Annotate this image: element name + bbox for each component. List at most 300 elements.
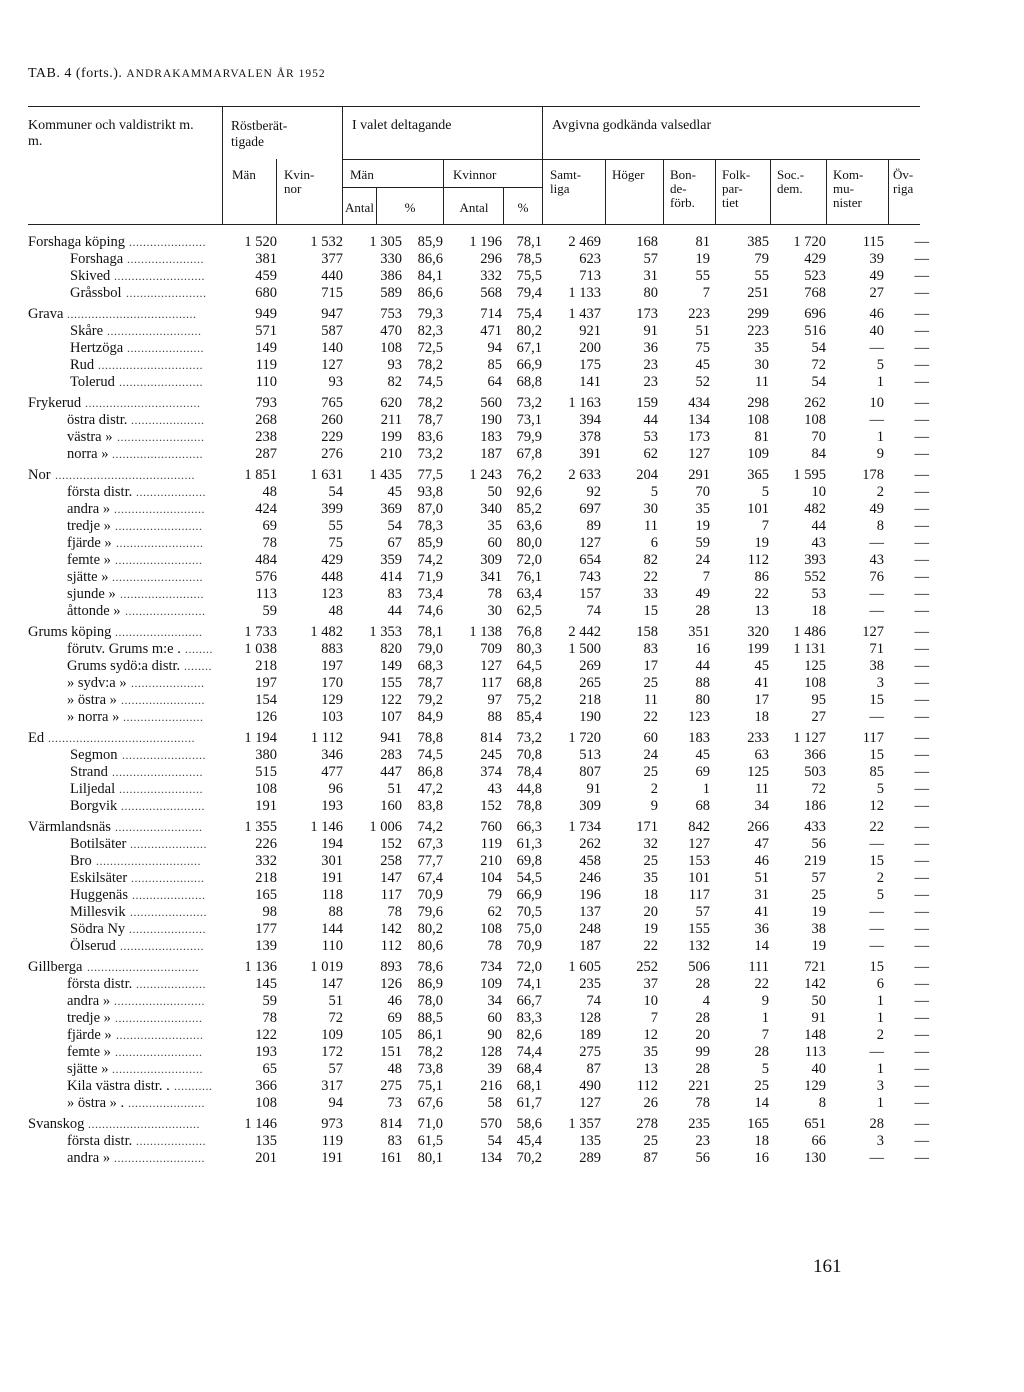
row-name: » sydv:a » — [67, 675, 127, 691]
cell-dmp: 78,2 — [417, 1044, 443, 1060]
leader-dots: ...................... — [130, 837, 207, 851]
cell-kv: 1 019 — [310, 959, 343, 975]
cell-dm: 210 — [380, 446, 402, 462]
cell-ov: — — [914, 658, 929, 674]
cell-dk: 54 — [487, 1133, 502, 1149]
cell-dm: 941 — [380, 730, 402, 746]
cell-man: 201 — [255, 1150, 277, 1166]
cell-fp: 111 — [748, 959, 769, 975]
row-name: Forshaga — [70, 251, 124, 267]
cell-man: 59 — [262, 993, 277, 1009]
leader-dots: ....................... — [125, 604, 206, 618]
cell-ov: — — [914, 552, 929, 568]
leader-dots: .............................. — [96, 854, 201, 868]
cell-hog: 173 — [636, 306, 658, 322]
cell-sd: 19 — [811, 904, 826, 920]
cell-dk: 127 — [480, 658, 502, 674]
cell-kv: 129 — [321, 692, 343, 708]
leader-dots: .......................... — [112, 447, 203, 461]
header-ovriga: Öv-riga — [893, 167, 914, 196]
cell-dm: 620 — [380, 395, 402, 411]
cell-sd: 95 — [811, 692, 826, 708]
cell-dkp: 70,8 — [516, 747, 542, 763]
cell-man: 191 — [255, 798, 277, 814]
cell-samt: 246 — [579, 870, 601, 886]
cell-dkp: 67,1 — [516, 340, 542, 356]
leader-dots: ......................... — [116, 536, 204, 550]
cell-kom: — — [869, 921, 884, 937]
cell-hog: 82 — [643, 552, 658, 568]
table-row — [0, 747, 1024, 764]
cell-hog: 13 — [643, 1061, 658, 1077]
cell-dk: 90 — [487, 1027, 502, 1043]
cell-ov: — — [914, 1150, 929, 1166]
cell-kv: 140 — [321, 340, 343, 356]
cell-dm: 330 — [380, 251, 402, 267]
header-bottom-rule — [28, 224, 920, 225]
cell-bf: 44 — [695, 658, 710, 674]
cell-fp: 320 — [747, 624, 769, 640]
cell-bf: 80 — [695, 692, 710, 708]
cell-dm: 149 — [380, 658, 402, 674]
cell-dm: 199 — [380, 429, 402, 445]
leader-dots: ........................ — [119, 782, 203, 796]
leader-dots: ......................... — [115, 625, 203, 639]
cell-fp: 36 — [754, 921, 769, 937]
table-row — [0, 569, 1024, 586]
cell-ov: — — [914, 340, 929, 356]
header-divider — [826, 159, 827, 224]
leader-dots: .......................... — [112, 765, 203, 779]
cell-dm: 1 435 — [369, 467, 402, 483]
cell-sd: 19 — [811, 938, 826, 954]
cell-dmp: 84,1 — [417, 268, 443, 284]
cell-kom: — — [869, 1044, 884, 1060]
table-row — [0, 374, 1024, 391]
cell-fp: 45 — [754, 658, 769, 674]
cell-sd: 429 — [804, 251, 826, 267]
cell-dmp: 77,5 — [417, 467, 443, 483]
cell-dmp: 86,1 — [417, 1027, 443, 1043]
cell-man: 1 136 — [244, 959, 277, 975]
title-prefix: TAB. 4 (forts.). — [28, 66, 123, 81]
cell-ov: — — [914, 395, 929, 411]
table-row — [0, 1116, 1024, 1133]
cell-dmp: 73,2 — [417, 446, 443, 462]
leader-dots: ....................... — [126, 286, 207, 300]
cell-kom: 1 — [876, 993, 884, 1009]
cell-kom: 15 — [869, 692, 884, 708]
cell-bf: 99 — [695, 1044, 710, 1060]
cell-samt: 2 469 — [568, 234, 601, 250]
cell-bf: 183 — [688, 730, 710, 746]
leader-dots: ......................... — [115, 1011, 203, 1025]
cell-man: 226 — [255, 836, 277, 852]
cell-samt: 654 — [579, 552, 601, 568]
cell-ov: — — [914, 1027, 929, 1043]
table-row — [0, 836, 1024, 853]
leader-dots: ................................. — [85, 396, 201, 410]
cell-man: 1 146 — [244, 1116, 277, 1132]
cell-kv: 260 — [321, 412, 343, 428]
cell-dmp: 78,2 — [417, 357, 443, 373]
cell-bf: 55 — [695, 268, 710, 284]
cell-man: 78 — [262, 1010, 277, 1026]
header-divider — [715, 159, 716, 224]
cell-dkp: 76,8 — [516, 624, 542, 640]
cell-kom: 49 — [869, 268, 884, 284]
row-name: Bro — [70, 853, 92, 869]
row-name: första distr. — [67, 976, 133, 992]
cell-dkp: 70,9 — [516, 938, 542, 954]
leader-dots: ........ — [184, 659, 212, 673]
cell-sd: 53 — [811, 586, 826, 602]
cell-man: 145 — [255, 976, 277, 992]
table-row — [0, 251, 1024, 268]
cell-dk: 58 — [487, 1095, 502, 1111]
cell-fp: 79 — [754, 251, 769, 267]
cell-kom: 8 — [876, 518, 884, 534]
cell-man: 459 — [255, 268, 277, 284]
leader-dots: ........................ — [122, 748, 206, 762]
cell-fp: 251 — [747, 285, 769, 301]
cell-kom: 5 — [876, 357, 884, 373]
table-row — [0, 870, 1024, 887]
header-divider — [770, 159, 771, 224]
table-row — [0, 535, 1024, 552]
row-name: åttonde » — [67, 603, 121, 619]
cell-samt: 1 720 — [568, 730, 601, 746]
table-row — [0, 1027, 1024, 1044]
cell-fp: 28 — [754, 1044, 769, 1060]
cell-dk: 814 — [480, 730, 502, 746]
cell-dm: 369 — [380, 501, 402, 517]
row-name: » norra » — [67, 709, 120, 725]
cell-dm: 107 — [380, 709, 402, 725]
cell-ov: — — [914, 1044, 929, 1060]
cell-bf: 7 — [702, 569, 710, 585]
cell-dkp: 80,2 — [516, 323, 542, 339]
cell-hog: 7 — [650, 1010, 658, 1026]
cell-hog: 6 — [650, 535, 658, 551]
cell-fp: 16 — [754, 1150, 769, 1166]
cell-dkp: 66,7 — [516, 993, 542, 1009]
cell-dk: 50 — [487, 484, 502, 500]
table-row — [0, 1078, 1024, 1095]
header-divider — [276, 159, 277, 224]
row-name: norra » — [67, 446, 109, 462]
cell-dmp: 86,6 — [417, 251, 443, 267]
cell-samt: 265 — [579, 675, 601, 691]
cell-samt: 394 — [579, 412, 601, 428]
cell-bf: 24 — [695, 552, 710, 568]
cell-dkp: 75,2 — [516, 692, 542, 708]
cell-sd: 1 595 — [793, 467, 826, 483]
cell-dm: 814 — [380, 1116, 402, 1132]
cell-sd: 40 — [811, 1061, 826, 1077]
cell-man: 69 — [262, 518, 277, 534]
cell-bf: 155 — [688, 921, 710, 937]
header-sub-rule — [342, 187, 542, 188]
cell-samt: 1 163 — [568, 395, 601, 411]
cell-samt: 89 — [586, 518, 601, 534]
header-hoger: Höger — [612, 167, 645, 182]
cell-dm: 83 — [387, 586, 402, 602]
cell-man: 515 — [255, 764, 277, 780]
row-name: femte » — [67, 1044, 111, 1060]
cell-man: 139 — [255, 938, 277, 954]
leader-dots: ..................... — [131, 871, 205, 885]
cell-samt: 74 — [586, 603, 601, 619]
cell-sd: 768 — [804, 285, 826, 301]
row-name: andra » — [67, 501, 111, 517]
cell-dk: 1 243 — [469, 467, 502, 483]
cell-dm: 152 — [380, 836, 402, 852]
cell-samt: 513 — [579, 747, 601, 763]
cell-dm: 1 305 — [369, 234, 402, 250]
cell-dkp: 78,5 — [516, 251, 542, 267]
cell-dk: 78 — [487, 586, 502, 602]
cell-man: 197 — [255, 675, 277, 691]
row-name: » östra » — [67, 692, 117, 708]
cell-bf: 56 — [695, 1150, 710, 1166]
cell-sd: 721 — [804, 959, 826, 975]
cell-kom: 22 — [869, 819, 884, 835]
cell-man: 680 — [255, 285, 277, 301]
row-name: Ölserud — [70, 938, 116, 954]
cell-bf: 223 — [688, 306, 710, 322]
table-row — [0, 340, 1024, 357]
header-pct-man: % — [404, 200, 416, 215]
cell-samt: 1 437 — [568, 306, 601, 322]
leader-dots: ......................... — [116, 1028, 204, 1042]
cell-bf: 127 — [688, 836, 710, 852]
cell-man: 484 — [255, 552, 277, 568]
row-name: västra » — [67, 429, 113, 445]
cell-bf: 4 — [702, 993, 710, 1009]
cell-dmp: 79,2 — [417, 692, 443, 708]
header-valet: I valet deltagande — [352, 118, 452, 133]
cell-ov: — — [914, 692, 929, 708]
cell-dm: 753 — [380, 306, 402, 322]
cell-bf: 134 — [688, 412, 710, 428]
cell-man: 287 — [255, 446, 277, 462]
cell-hog: 33 — [643, 586, 658, 602]
cell-kom: 1 — [876, 374, 884, 390]
cell-sd: 18 — [811, 603, 826, 619]
table-row — [0, 624, 1024, 641]
cell-kom: 9 — [876, 446, 884, 462]
table-row — [0, 1150, 1024, 1167]
cell-dk: 39 — [487, 1061, 502, 1077]
cell-dk: 332 — [480, 268, 502, 284]
header-bondeforb: Bon-de-förb. — [670, 167, 696, 210]
leader-dots: ....................... — [123, 710, 204, 724]
cell-sd: 72 — [811, 781, 826, 797]
cell-dm: 447 — [380, 764, 402, 780]
leader-dots: ..................... — [131, 413, 205, 427]
cell-samt: 289 — [579, 1150, 601, 1166]
cell-fp: 223 — [747, 323, 769, 339]
cell-bf: 68 — [695, 798, 710, 814]
cell-dmp: 77,7 — [417, 853, 443, 869]
cell-dm: 126 — [380, 976, 402, 992]
table-row — [0, 887, 1024, 904]
leader-dots: ......................... — [117, 430, 205, 444]
cell-samt: 269 — [579, 658, 601, 674]
cell-dm: 161 — [380, 1150, 402, 1166]
cell-dk: 117 — [480, 675, 502, 691]
cell-sd: 108 — [804, 675, 826, 691]
cell-kv: 399 — [321, 501, 343, 517]
cell-dk: 35 — [487, 518, 502, 534]
cell-dkp: 75,4 — [516, 306, 542, 322]
cell-dkp: 73,1 — [516, 412, 542, 428]
leader-dots: ........ — [185, 642, 213, 656]
cell-man: 135 — [255, 1133, 277, 1149]
cell-dmp: 74,5 — [417, 374, 443, 390]
cell-bf: 57 — [695, 904, 710, 920]
cell-ov: — — [914, 959, 929, 975]
cell-fp: 7 — [761, 518, 769, 534]
cell-dk: 60 — [487, 1010, 502, 1026]
cell-samt: 190 — [579, 709, 601, 725]
row-name: Svanskog — [28, 1116, 85, 1132]
leader-dots: ..................................... — [67, 307, 197, 321]
cell-kom: 38 — [869, 658, 884, 674]
cell-kv: 170 — [321, 675, 343, 691]
cell-dkp: 68,8 — [516, 675, 542, 691]
leader-dots: .......................... — [114, 502, 205, 516]
cell-dkp: 85,4 — [516, 709, 542, 725]
cell-dm: 93 — [387, 357, 402, 373]
cell-samt: 275 — [579, 1044, 601, 1060]
cell-fp: 199 — [747, 641, 769, 657]
cell-dkp: 72,0 — [516, 552, 542, 568]
leader-dots: .......................... — [114, 994, 205, 1008]
cell-samt: 189 — [579, 1027, 601, 1043]
cell-hog: 62 — [643, 446, 658, 462]
cell-man: 154 — [255, 692, 277, 708]
cell-dkp: 64,5 — [516, 658, 542, 674]
cell-dk: 78 — [487, 938, 502, 954]
cell-sd: 43 — [811, 535, 826, 551]
cell-kom: 40 — [869, 323, 884, 339]
cell-samt: 91 — [586, 781, 601, 797]
cell-dmp: 78,0 — [417, 993, 443, 1009]
row-name: första distr. — [67, 1133, 133, 1149]
row-name: femte » — [67, 552, 111, 568]
cell-kom: — — [869, 709, 884, 725]
cell-sd: 8 — [818, 1095, 826, 1111]
cell-samt: 391 — [579, 446, 601, 462]
table-row — [0, 285, 1024, 302]
cell-dk: 108 — [480, 921, 502, 937]
cell-kv: 93 — [328, 374, 343, 390]
cell-dmp: 73,4 — [417, 586, 443, 602]
cell-ov: — — [914, 357, 929, 373]
cell-fp: 31 — [754, 887, 769, 903]
cell-kv: 48 — [328, 603, 343, 619]
cell-man: 98 — [262, 904, 277, 920]
cell-bf: 16 — [695, 641, 710, 657]
cell-kom: 1 — [876, 429, 884, 445]
header-folkpartiet: Folk-par-tiet — [722, 167, 751, 210]
cell-fp: 22 — [754, 586, 769, 602]
cell-hog: 24 — [643, 747, 658, 763]
cell-ov: — — [914, 467, 929, 483]
cell-dkp: 73,2 — [516, 730, 542, 746]
cell-hog: 204 — [636, 467, 658, 483]
row-name: Grava — [28, 306, 64, 322]
row-name: Botilsäter — [70, 836, 127, 852]
cell-bf: 88 — [695, 675, 710, 691]
cell-sd: 503 — [804, 764, 826, 780]
cell-dmp: 87,0 — [417, 501, 443, 517]
cell-dm: 155 — [380, 675, 402, 691]
cell-ov: — — [914, 709, 929, 725]
cell-fp: 14 — [754, 938, 769, 954]
cell-dk: 60 — [487, 535, 502, 551]
table-row — [0, 552, 1024, 569]
cell-dkp: 69,8 — [516, 853, 542, 869]
cell-dmp: 78,2 — [417, 395, 443, 411]
table-row — [0, 357, 1024, 374]
cell-dk: 85 — [487, 357, 502, 373]
cell-kv: 346 — [321, 747, 343, 763]
cell-kom: 1 — [876, 1010, 884, 1026]
cell-dk: 152 — [480, 798, 502, 814]
cell-hog: 11 — [644, 518, 658, 534]
cell-samt: 141 — [579, 374, 601, 390]
cell-bf: 235 — [688, 1116, 710, 1132]
cell-kom: 117 — [862, 730, 884, 746]
row-name: Huggenäs — [70, 887, 128, 903]
cell-sd: 54 — [811, 374, 826, 390]
cell-dm: 470 — [380, 323, 402, 339]
cell-samt: 2 442 — [568, 624, 601, 640]
row-name: Värmlandsnäs — [28, 819, 111, 835]
cell-bf: 19 — [695, 518, 710, 534]
cell-dm: 151 — [380, 1044, 402, 1060]
cell-man: 108 — [255, 1095, 277, 1111]
header-kvinnor: Kvinnor — [453, 167, 497, 182]
cell-fp: 1 — [761, 1010, 769, 1026]
cell-dmp: 78,3 — [417, 518, 443, 534]
cell-dkp: 63,6 — [516, 518, 542, 534]
row-name: Millesvik — [70, 904, 126, 920]
cell-bf: 59 — [695, 535, 710, 551]
cell-bf: 1 — [702, 781, 710, 797]
cell-ov: — — [914, 675, 929, 691]
cell-sd: 696 — [804, 306, 826, 322]
cell-dkp: 79,4 — [516, 285, 542, 301]
row-name: första distr. — [67, 484, 133, 500]
cell-hog: 159 — [636, 395, 658, 411]
cell-dm: 46 — [387, 993, 402, 1009]
cell-dm: 122 — [380, 692, 402, 708]
cell-dm: 44 — [387, 603, 402, 619]
row-name: förutv. Grums m:e . — [67, 641, 181, 657]
cell-samt: 807 — [579, 764, 601, 780]
cell-sd: 1 720 — [793, 234, 826, 250]
table-row — [0, 993, 1024, 1010]
cell-hog: 12 — [643, 1027, 658, 1043]
cell-kv: 448 — [321, 569, 343, 585]
cell-kom: — — [869, 836, 884, 852]
cell-dk: 34 — [487, 993, 502, 1009]
cell-dmp: 88,5 — [417, 1010, 443, 1026]
